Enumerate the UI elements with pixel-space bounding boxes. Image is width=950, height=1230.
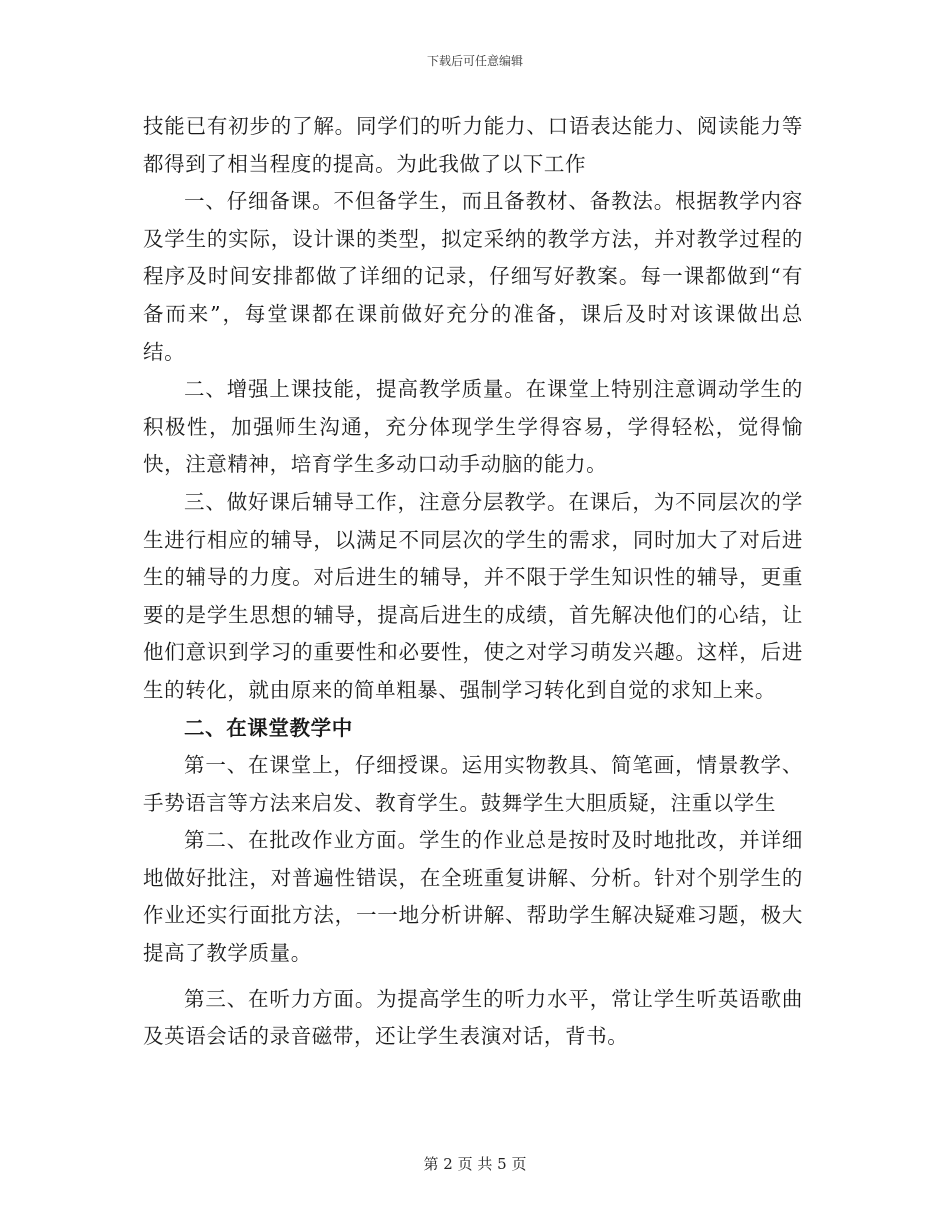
paragraph-second-homework: 第二、在批改作业方面。学生的作业总是按时及时地批改，并详细地做好批注，对普遍性错误，在全班重复讲解、分析。针对个别学生的作业还实行面批方法，一一地分析讲解、帮助学生解决疑难习题，极大提高了教学质量。: [143, 828, 803, 966]
paragraph-after-class-tutoring: 三、做好课后辅导工作，注意分层教学。在课后，为不同层次的学生进行相应的辅导，以满足不同层次的学生的需求，同时加大了对后进生的辅导的力度。对后进生的辅导，并不限于学生知识性的辅导，更重要的是学生思想的辅导，提高后进生的成绩，首先解决他们的心结，让他们意识到学习的重要性和必要性，使之对学习萌发兴趣。这样，后进生的转化，就由原来的简单粗暴、强制学习转化到自觉的求知上来。: [143, 489, 803, 702]
page-number-footer: 第 2 页 共 5 页: [423, 1155, 527, 1173]
paragraph-third-listening: 第三、在听力方面。为提高学生的听力水平，常让学生听英语歌曲及英语会话的录音磁带，还让学生表演对话，背书。: [143, 986, 803, 1049]
section-heading-classroom-teaching: 二、在课堂教学中: [184, 715, 353, 740]
document-body: [143, 108, 803, 1056]
paragraph-intro: 技能已有初步的了解。同学们的听力能力、口语表达能力、阅读能力等都得到了相当程度的提高。为此我做了以下工作: [143, 114, 803, 176]
paragraph-prepare-lessons: 一、仔细备课。不但备学生，而且备教材、备教法。根据教学内容及学生的实际，设计课的类型，拟定采纳的教学方法，并对教学过程的程序及时间安排都做了详细的记录，仔细写好教案。每一课都做到“有备而来”，每堂课都在课前做好充分的准备，课后及时对该课做出总结。: [143, 189, 803, 364]
paragraph-class-skills: 二、增强上课技能，提高教学质量。在课堂上特别注意调动学生的积极性，加强师生沟通，充分体现学生学得容易，学得轻松，觉得愉快，注意精神，培育学生多动口动手动脑的能力。: [143, 377, 803, 477]
paragraph-first-classroom: 第一、在课堂上，仔细授课。运用实物教具、简笔画，情景教学、手势语言等方法来启发、教育学生。鼓舞学生大胆质疑，注重以学生: [143, 753, 803, 815]
page-header-note: 下载后可任意编辑: [426, 54, 523, 68]
